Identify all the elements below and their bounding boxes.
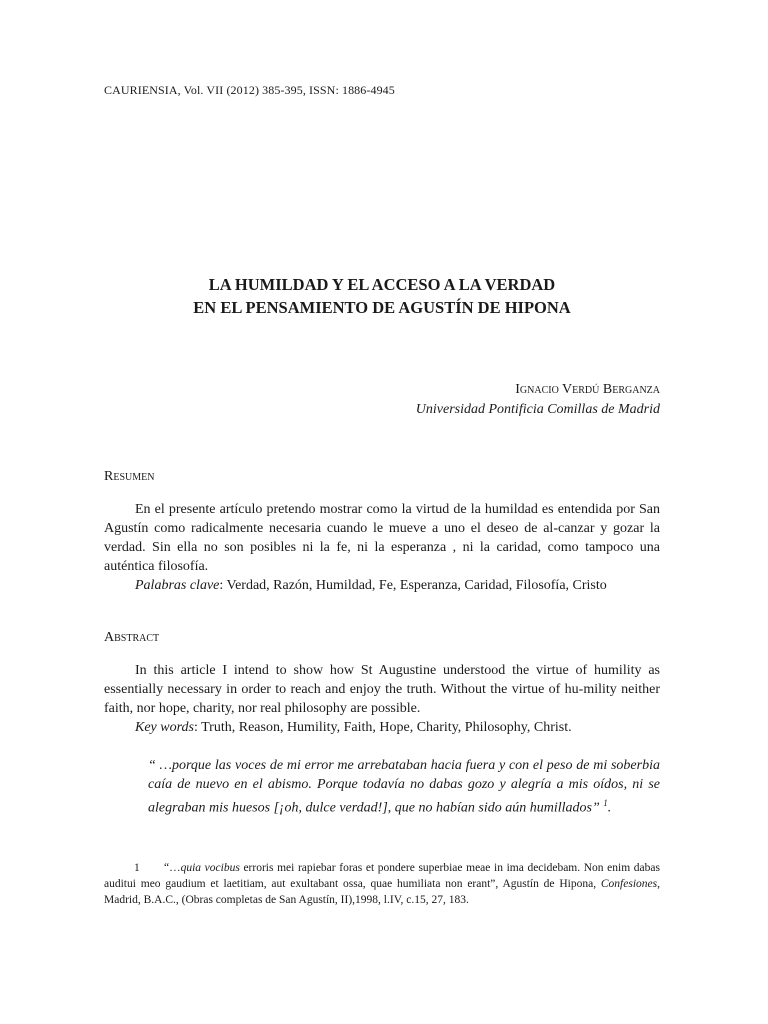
author-block <box>104 380 660 420</box>
footnote-open: “… <box>164 862 181 874</box>
author-affiliation: Universidad Pontificia Comillas de Madrid <box>415 402 660 417</box>
footnote-1 <box>104 860 660 908</box>
footnote-text-b: , Madrid, B.A.C., (Obras completas de San Agustín, II),1998, l.IV, c.15, 27, 183. <box>104 878 660 906</box>
palabras-clave <box>135 576 660 595</box>
resumen-paragraph: En el presente artículo pretendo mostrar como la virtud de la humildad es entendida por San Agustín como radicalmente necesaria cuando le mueve a uno el deseo de al-canzar y gozar la verdad. Sin ella no son posibles ni la fe, ni la esperanza , ni la caridad, como tampoco una auténtica filosofía. <box>104 502 660 574</box>
title-line-1: LA HUMILDAD Y EL ACCESO A LA VERDAD <box>208 275 556 294</box>
footnote-text-a: erroris mei rapiebar foras et pondere superbiae meae in ima decidebam. Non enim dabas auditui meo gaudium et laetitiam, aut exultabant ossa, quae humiliata non erant”, Agustín de Hipona, <box>104 862 660 890</box>
palabras-clave-list: : Verdad, Razón, Humildad, Fe, Esperanza, Caridad, Filosofía, Cristo <box>219 578 607 593</box>
footnote-work-title: Confesiones <box>600 878 658 890</box>
epigraph-end: . <box>607 800 612 816</box>
palabras-clave-label: Palabras clave <box>135 578 220 593</box>
journal-citation: CAURIENSIA, Vol. VII (2012) 385-395, ISSN: 1886-4945 <box>104 83 395 97</box>
title-line-2: EN EL PENSAMIENTO DE AGUSTÍN DE HIPONA <box>193 298 571 317</box>
footnote-ref[interactable]: 1 <box>603 798 608 808</box>
author-name: Ignacio Verdú Berganza <box>515 382 660 397</box>
abstract-heading: Abstract <box>104 630 160 645</box>
key-words-label: Key words <box>135 720 194 735</box>
abstract-paragraph: In this article I intend to show how St Augustine understood the virtue of humility as essentially necessary in order to reach and enjoy the truth. Without the virtue of hu-mility neither faith, nor hope, charity, nor real philosophy are possible. <box>104 663 660 716</box>
article-title <box>104 273 660 319</box>
key-words <box>135 718 660 737</box>
epigraph-text: “ …porque las voces de mi error me arrebataban hacia fuera y con el peso de mi soberbia caía de nuevo en el abismo. Porque todavía no dabas gozo y alegría a mis oídos, ni se alegraban mis huesos [¡oh, dulce verdad!], que no habían sido aún humillados” <box>148 758 660 816</box>
footnote-latin-italic: quia vocibus <box>180 862 240 874</box>
key-words-list: : Truth, Reason, Humility, Faith, Hope, Charity, Philosophy, Christ. <box>193 720 572 735</box>
epigraph-quote <box>148 756 660 818</box>
abstract-body <box>104 661 660 718</box>
resumen-heading: Resumen <box>104 469 155 484</box>
footnote-number: 1 <box>134 862 140 874</box>
resumen-body <box>104 500 660 576</box>
